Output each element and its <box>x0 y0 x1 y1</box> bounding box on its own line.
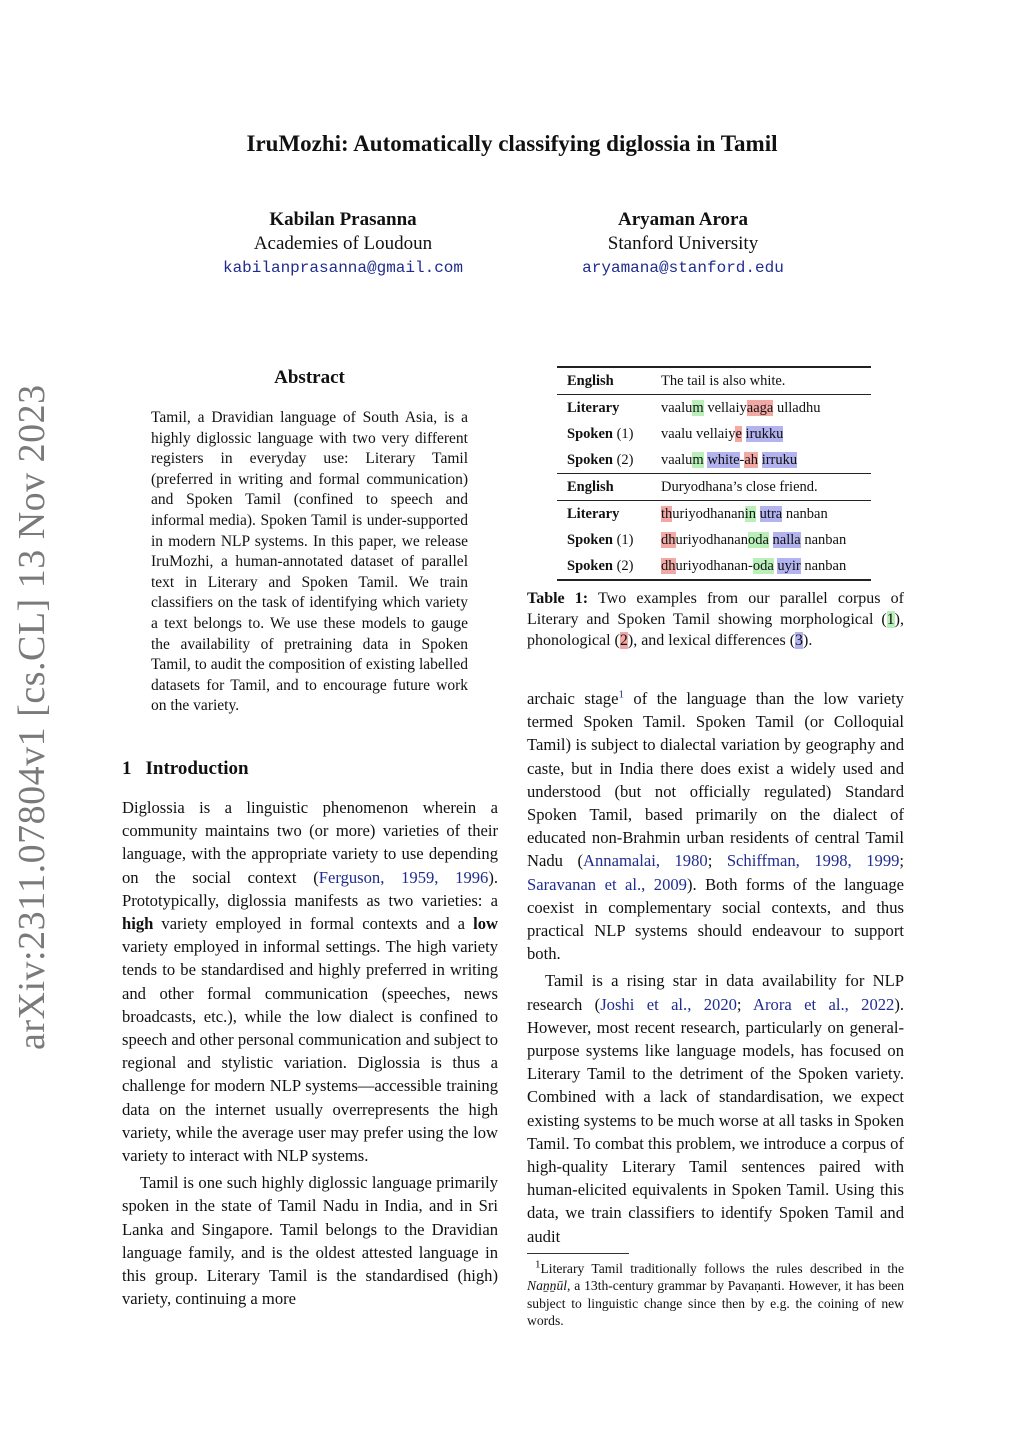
table-row <box>557 527 871 553</box>
text-run: ). However, most recent research, particularly on general-purpose systems like language models, has focused on Literary Tamil to the detriment of the Spoken variety. Combined with a lack of standardisation, we expect existing systems to be much worse at all tasks in Spoken Tamil. To combat this problem, we introduce a corpus of high-quality Literary Tamil sentences paired with human-elicited equivalents in Spoken Tamil. Using this data, we train classifiers to identify Spoken Tamil and audit <box>527 994 905 1246</box>
row-label: Spoken (2) <box>567 451 634 468</box>
author-affiliation: Academies of Loudoun <box>253 233 433 254</box>
intro-paragraph-3: archaic stage$^1$ of the language than the low variety termed Spoken Tamil. Spoken Tamil (or Colloquial Tamil) is subject to dialectal variation by geography and caste, but in India there does exist a widely used and understood (but not officially regulated) Standard Spoken Tamil, based primarily on the dialect of educated non-Brahmin urban residents of central Tamil Nadu (Annamalai, 1980; Schiffman, 1998, 1999; Saravanan et al., 2009). Both forms of the language coexist in complementary social contexts, and thus practical NLP systems should endeavour to support both. <box>527 688 905 964</box>
english-sentence: The tail is also white. <box>657 367 871 395</box>
citation-schiffman[interactable]: Schiffman, 1998, 1999 <box>726 851 900 871</box>
abstract-text: Tamil, a Dravidian language of South Asia, is a highly diglossic language with two very different registers in everyday use: Literary Tamil (preferred in writing and formal communication) and Spoken Tamil (confined to speech and informal media). Spoken Tamil is under-supported in modern NLP systems. In this paper, we release IruMozhi, a human-annotated dataset of parallel text in Literary and Spoken Tamil. We train classifiers on the task of identifying which variety a text belongs to. We use these models to gauge the availability of pretraining data in Spoken Tamil, to audit the composition of existing labelled datasets for Tamil, and to encourage future work on the variety. <box>151 409 468 715</box>
row-label: Literary <box>557 395 657 422</box>
row-label: English <box>557 367 657 395</box>
paper-title: IruMozhi: Automatically classifying diglossia in Tamil <box>246 131 778 156</box>
table-row <box>557 501 871 528</box>
text-run: Literary Tamil traditionally follows the rules described in the <box>540 1261 904 1276</box>
emphasis-low: low <box>473 914 498 934</box>
author-1 <box>193 208 493 280</box>
literary-sentence: vaalum vellaiyaaga ulladhu <box>657 395 871 422</box>
citation-arora[interactable]: Arora et al., 2022 <box>753 994 895 1014</box>
citation-annamalai[interactable]: Annamalai, 1980 <box>583 851 708 871</box>
section-heading-introduction <box>122 758 249 780</box>
text-run: ). Both forms of the language coexist in complementary social contexts, and thus practical NLP systems should endeavour to support both. <box>527 874 904 964</box>
citation-joshi[interactable]: Joshi et al., 2020 <box>600 994 737 1014</box>
text-run: ). <box>803 632 813 649</box>
table-row <box>557 395 871 422</box>
author-email[interactable]: kabilanprasanna@gmail.com <box>222 259 464 277</box>
text-run: of the language than the low variety termed Spoken Tamil. Spoken Tamil (or Colloquial Tamil) is subject to dialectal variation by geography and caste, but in India there does exist a widely used and understood (but not officially regulated) Standard Spoken Tamil, based primarily on the dialect of educated non-Brahmin urban residents of central Tamil Nadu ( <box>527 689 904 871</box>
author-affiliation: Stanford University <box>607 233 759 254</box>
row-label: Spoken (1) <box>567 425 634 442</box>
author-name: Aryaman Arora <box>618 209 748 230</box>
text-run: Tamil is a rising star in data availability for NLP research ( <box>527 971 904 1014</box>
legend-phonological: 2 <box>619 632 628 649</box>
text-run: variety employed in informal settings. The high variety tends to be standardised and highly preferred in writing and other formal communication (speeches, news broadcasts, etc.), while the low dialect is confined to speech and other personal communication and subject to regional and stylistic variation. Diglossia is thus a challenge for modern NLP systems—accessible training data on the internet usually overrepresents the high variety, while the average user may prefer using the low variety to interact with NLP systems. <box>122 937 498 1166</box>
text-run: variety employed in formal contexts and a <box>153 914 474 934</box>
citation-saravanan[interactable]: Saravanan et al., 2009 <box>527 874 687 894</box>
spoken-sentence: dhuriyodhananoda nalla nanban <box>661 531 847 548</box>
section-title: Introduction <box>145 758 249 779</box>
section-number: 1 <box>122 758 132 779</box>
table-row <box>557 553 871 580</box>
row-label: English <box>557 474 657 501</box>
author-email[interactable]: aryamana@stanford.edu <box>582 259 784 277</box>
intro-paragraph-4: Tamil is a rising star in data availability for NLP research (Joshi et al., 2020; Arora et al., 2022). However, most recent research, particularly on general-purpose systems like language models, has focused on Literary Tamil to the detriment of the Spoken variety. Combined with a lack of standardisation, we expect existing systems to be much worse at all tasks in Spoken Tamil. To combat this problem, we introduce a corpus of high-quality Literary Tamil sentences paired with human-elicited equivalents in Spoken Tamil. Using this data, we train classifiers to identify Spoken Tamil and audit <box>527 971 905 1246</box>
text-run: Two examples from our parallel corpus of Literary and Spoken Tamil showing morphological ( <box>527 590 904 628</box>
intro-paragraph-1 <box>122 796 498 1167</box>
citation-ferguson[interactable]: Ferguson, 1959, 1996 <box>318 867 489 887</box>
author-2 <box>533 208 833 280</box>
footnote <box>527 1260 904 1330</box>
legend-morphological: 1 <box>886 611 895 628</box>
row-label: Spoken (2) <box>557 553 657 580</box>
left-column-body <box>122 796 498 1310</box>
table-row <box>557 474 871 501</box>
table-caption <box>527 588 904 651</box>
footnote-number: 1 <box>535 1258 541 1271</box>
text-run: ). Prototypically, diglossia manifests as two varieties: a <box>122 867 499 910</box>
work-title: Naṉṉūl <box>527 1278 568 1294</box>
caption-label: Table 1: <box>527 590 589 607</box>
literary-sentence: thuriyodhananin utra nanban <box>657 501 871 528</box>
table-row <box>557 367 871 395</box>
spoken-sentence: vaalum white-ah irruku <box>661 451 798 468</box>
row-label: Spoken (1) <box>567 531 634 548</box>
emphasis-high: high <box>122 914 154 934</box>
footnote-divider <box>527 1253 629 1254</box>
spoken-sentence: vaalu vellaiye irukku <box>661 425 784 442</box>
text-run: ), and lexical differences ( <box>627 632 796 649</box>
arxiv-stamp: arXiv:2311.07804v1 [cs.CL] 13 Nov 2023 <box>11 384 53 1050</box>
author-name: Kabilan Prasanna <box>269 209 417 230</box>
text-run: ), phonological ( <box>527 611 904 649</box>
parallel-corpus-table <box>557 366 871 581</box>
cite-year: 1959 <box>401 867 435 887</box>
table-row <box>557 447 871 474</box>
abstract-heading: Abstract <box>274 367 345 388</box>
right-column-body <box>527 687 904 1248</box>
spoken-sentence: dhuriyodhanan-oda uyir nanban <box>657 553 871 580</box>
text-run: , a 13th-century grammar by Pavaṇanti. However, it has been subject to linguistic change since then by e.g. the coining of new words. <box>527 1278 904 1329</box>
text-run: archaic stage <box>527 689 619 708</box>
legend-lexical: 3 <box>795 632 804 649</box>
intro-paragraph-2: Tamil is one such highly diglossic language primarily spoken in the state of Tamil Nadu in India, and in Sri Lanka and Singapore. Tamil belongs to the Dravidian language family, and is the oldest attested language in this group. Literary Tamil is the standardised (high) variety, continuing a more <box>122 1173 498 1309</box>
row-label: Literary <box>557 501 657 528</box>
english-sentence: Duryodhana’s close friend. <box>657 474 871 501</box>
cite-author: Ferguson <box>318 867 381 887</box>
text-run: Diglossia is a linguistic phenomenon wherein a community maintains two (or more) varieties of their language, with the appropriate variety to use depending on the social context ( <box>122 798 498 887</box>
table-row <box>557 421 871 447</box>
footnote-mark[interactable]: 1 <box>618 688 624 701</box>
cite-year: 1996 <box>455 867 489 887</box>
